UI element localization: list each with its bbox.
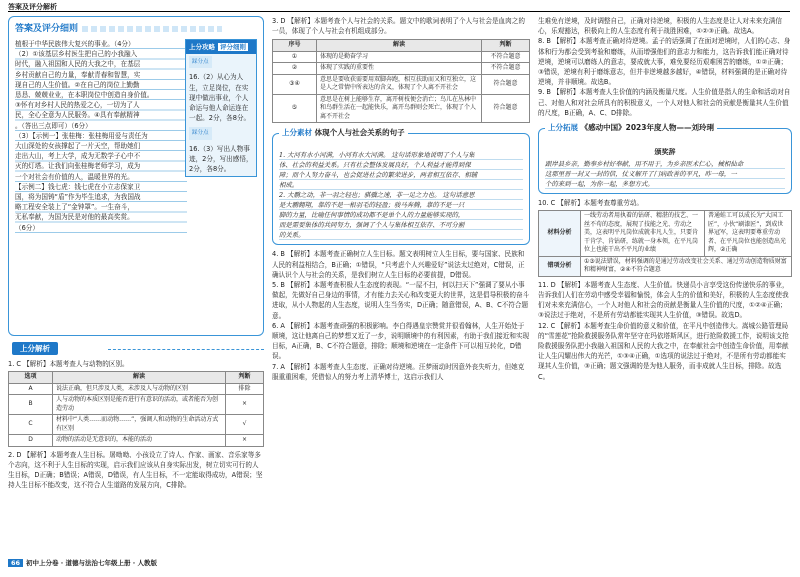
answer-line: 植根于中华民族伟大复兴的事业。（4分） [15, 40, 135, 48]
cell: 不符合题意 [482, 63, 530, 75]
cell: × [226, 435, 264, 447]
answer-line: 一个对社会有价值的人，温暖世界的光。 [15, 172, 134, 181]
table-row [9, 435, 264, 447]
table-row [273, 94, 530, 123]
extension-subtitle: 《感动中国》2023年度人物——刘玲琍 [580, 123, 714, 133]
answer-line: 国，将为国铸“盾”作为毕生追求，为我国战 [15, 193, 141, 202]
side-tag: 评分细则 [220, 43, 246, 51]
side-strategy-header [186, 40, 256, 54]
q10-table [538, 210, 792, 277]
answer-box-title-text: 答案及评分细则 [15, 24, 79, 34]
cell: D [9, 435, 53, 447]
extension-text [545, 159, 785, 189]
material-line: 体、社会的利益关系。只有社会整体发展良好，个人利益才能得到保 [279, 161, 471, 170]
answer-line: （3）【示例一】张桂梅：张桂梅用爱与责任为 [15, 131, 148, 140]
q7-continued: 生难免有逆境，及时调整自己，正确对待逆境，积极的人生态度是让人对未来充满信心，乐观豁达，积极向上的人生态度有利于战胜困难，①②③正确。故选A。 [538, 17, 782, 36]
cell: √ [226, 415, 264, 435]
material-title-tag: 上分素材 [282, 128, 312, 138]
cell: 错项分析 [539, 256, 581, 276]
answer-line: 无私奉献，为国为民是对他的最高奖赏。 [15, 213, 134, 222]
q3-th-reading: 解读 [317, 40, 482, 52]
q12-text: 12. C 【解析】本题考查生命价值的意义和价值，在平凡中创造伟大。嵩城公路管理局的“雪莲花”抢险救援服务队常年坚守在玛依塔斯风区，进行抢险救援工作，说明该支抢险救援服务队把小我融入祖国和人民的大我之中，在奉献社会中创造生命价值，用奉献让人生闪耀出伟大的光芒，①③④正确，①选项的说法过于绝对，不是所有劳动都能实现其人生价值，③正确；题文强调的是为他人服务，而非成就人生目标，排除。故选C。 [538, 321, 789, 381]
q6-text: 6. A 【解析】本题考查顽强的积极影响。李白得遇皇宗赞赏并很看翰林，人生开始处于顺境，这让他离自己的梦想又近了一步，说明顺境中的有利因素，有助于我们接近和实现目标，A正确，B、C不符合题意，排除；顺境和逆境在一定条件下可以相互转化，D错误。 [272, 321, 530, 361]
answer-text [15, 39, 187, 233]
answer-box [8, 16, 264, 336]
left-column [8, 16, 264, 491]
cell: 人与动物的本质区别是能否进行有意识的活动，或者能否为创造劳动 [53, 395, 226, 415]
cell: 普通蛙工可以成长为“大国工匠”，小伙“刷漆匠”，到成世界冠军，这表明要尊重劳动者、在平凡岗位也能创造出光辉，②正确 [705, 211, 792, 257]
material-line: 而是需要集体的共同努力，强调了个人与集体相互依存、不可分割 [279, 221, 465, 230]
extension-box [538, 123, 792, 194]
award-speech-title: 颁奖辞 [654, 148, 676, 157]
cell: 意思是要收获需要用双脚奔跑，相互扶助而又和互独立，这是人之常情中所表达的含义，体现了个人离不开社会 [317, 74, 482, 94]
q11-text: 11. D 【解析】本题考查人生态度、人生价值。快递员小言享受这份传递快乐的事业，告诉我们人们在劳动中感受幸福和愉悦，体会人生的价值和美好，积极的人生态度使我们对未来充满信心，一个人对他人和社会的贡献是衡量人生价值的尺度，①②④正确；③说法过于绝对，不是所有劳动都能实现其人生价值，③错误。故选D。 [538, 280, 789, 320]
right-column [538, 16, 792, 382]
cell: ③④ [273, 74, 317, 94]
cell: B [9, 395, 53, 415]
cell: 不符合题意 [482, 51, 530, 63]
q8-text: 8. B 【解析】本题考查正确对待逆境。孟子的话强调了在面对逆境时，人们的心志、身体和行为都会受到考验和磨练，从而增强他们的意志力和能力，这告诉我们能正确对待逆境，逆境可以磨练人的意志，要成就大事，难免要经历艰难困苦的磨练，①②正确；③错误，逆境有利于磨练意志，但并非逆境越多越好，④错误，材料强调的是正确对待逆境，并非顺境。故选B。 [538, 37, 791, 87]
cell: ② [273, 63, 317, 75]
q3-table [272, 39, 530, 123]
material-line: 的关系。 [279, 231, 305, 240]
table-row [273, 63, 530, 75]
cell: 材料分析 [539, 211, 581, 257]
q10-heading: 10. C 【解析】本题考查尊重劳动。 [538, 199, 644, 208]
page-footer [8, 558, 157, 567]
header-title: 答案及评分解析 [8, 3, 57, 11]
cell: 一线劳动者用执着的钻研、精湛的技艺、一丝不苟的态度，展现了技能之光、劳动之美，这表明平凡岗位成就非凡人生，只要肯干肯学、肯钻研，练就一身本领，在平凡岗位上也能干出不平凡的业绩 [581, 211, 705, 257]
cell: ①③说法错误，材料强调的是通过劳动改变社会关系、通过劳动创造物质财富和精神财富，②④不符合题意 [581, 256, 792, 276]
table-row [539, 256, 792, 276]
material-title [279, 127, 408, 138]
material-line: 障；而个人努力奋斗，也会促进社会的繁荣进步，两者相互依存、相辅 [279, 171, 478, 180]
cell: ① [273, 51, 317, 63]
extension-line: 个的来到一起，为你一起，多想方式。 [545, 180, 654, 189]
side-title: 上分攻略 [189, 43, 215, 51]
material-line: 相成。 [279, 181, 299, 190]
table-row [273, 74, 530, 94]
title-decoration [82, 26, 222, 32]
q1-table [8, 371, 264, 447]
page-number: 66 [8, 559, 23, 567]
answer-line: 大山深处的女孩撑起了一片天空，帮助她们 [15, 142, 141, 151]
answer-line: 现自己的人生价值。②在自己的岗位上勤勤 [15, 80, 140, 89]
table-row [9, 395, 264, 415]
cell: × [226, 395, 264, 415]
cell: 体现的是勤奋学习 [317, 51, 482, 63]
side-sub-label-1: 踩分点 [189, 56, 212, 68]
extension-title [545, 122, 717, 133]
answer-line: ③怀有对乡村人民的热爱之心，一切为了人 [15, 101, 140, 110]
table-row [539, 211, 792, 257]
side-sub-label-2: 踩分点 [189, 127, 212, 139]
header-rule [8, 11, 790, 12]
answer-line: 乡村贡献自己的力量，奉献青春和智慧，实 [15, 70, 141, 79]
cell: 排除 [226, 383, 264, 395]
q1-th-option: 选项 [9, 372, 53, 384]
cell: 动物的活动是无意识的，本能的活动 [53, 435, 226, 447]
cell: 符合题意 [482, 94, 530, 123]
q1-th-reading: 解读 [53, 372, 226, 384]
side-body-1: 16.（2）从心为人生，立足岗位，在实现中做出事业，个人命运与他人命运连在一起。2分，各8分。 [189, 73, 251, 123]
answer-line: 恳恳、兢兢业业，在本职岗位中创造自身价值。 [15, 91, 154, 100]
q9-text: 9. B 【解析】本题考查人生价值的内涵及衡量尺度。人生价值是指人的生命和活动对自己、对他人和对社会所具有的积极意义，一个人对他人和社会的贡献是衡量其人生价值的尺度，B正确，A、C、D排除。 [538, 88, 791, 117]
table-row [273, 51, 530, 63]
q1-heading: 1. C 【解析】本题考查人与动物的区别。 [8, 360, 129, 368]
material-text [279, 150, 523, 240]
material-box [272, 128, 530, 245]
middle-column [272, 16, 530, 382]
cell: C [9, 415, 53, 435]
side-strategy-box [185, 39, 257, 177]
q3-th-judge: 判断 [482, 40, 530, 52]
answer-line: 【示例二】钱七虎：钱七虎在小立志保家卫 [15, 182, 141, 191]
q3-heading: 3. D 【解析】本题考查个人与社会的关系。题文中的歌词表明了个人与社会是血肉之的一员，体现了个人与社会有机组成部分。 [272, 17, 525, 36]
q4-text: 4. B 【解析】本题考查正确树立人生目标。题文表明树立人生目标，要与国家、民族和人民的利益相结合，B正确；①错误，“只考虑个人兴趣爱好”说法太过绝对，C错误，正确认识个人与社会的关系，是我们树立人生目标的必要前提，D错误。 [272, 250, 525, 279]
q3-th-index: 序号 [273, 40, 317, 52]
answer-line: 时代，融入祖国和人民的大我之中，在基层 [15, 60, 141, 69]
q1-th-judge: 判断 [226, 372, 264, 384]
footer-text: 初中上分卷 · 道德与法治七年级上册 · 人教版 [26, 559, 158, 567]
section-bar [8, 342, 264, 356]
q5-text: 5. B 【解析】本题考查积极人生态度的表现。“一屋不扫，何以扫天下”强调了要从小事做起，先做好自己身边的事情，才有能力去关心和改变更大的世界，这是倡导积极的奋斗进取，从小人物起的人生态度，说明人生当务实，D正确；随意错误，A、B、C不符合题意。 [272, 281, 530, 320]
q7-text: 7. A 【解析】本题考查人生态度、正确对待逆境。汪梦雨动时因意外丧失听力，但她克服重重困难，凭借惊人的努力考上清华博士，这启示我们人 [272, 362, 525, 381]
answer-line: （6分） [15, 223, 39, 232]
answer-box-title [15, 21, 222, 34]
cell: 体现了实践的重要性 [317, 63, 482, 75]
cell: A [9, 383, 53, 395]
answer-line: 。（答出三点即可）（6分） [15, 121, 92, 130]
extension-title-tag: 上分拓展 [548, 123, 578, 133]
table-row [9, 383, 264, 395]
material-line: 是大鹏翱翔，靠的不是一根羽毛的轻盈；骏马奔腾，靠的不是一只 [279, 201, 465, 210]
cell: 说法正确，但只涉及人类，未涉及人与动物的区别 [53, 383, 226, 395]
material-line: 2. 大鹏之动，非一羽之轻也；骐骥之速，非一足之力也。 这句话意思 [279, 191, 475, 200]
cell: 材料中“人类……而动物……”，强调人和动物的生命活动方式有区别 [53, 415, 226, 435]
table-row [9, 415, 264, 435]
answer-line: 灭的灯塔。让我们向张桂梅老师学习，成为 [15, 162, 141, 171]
cell: 符合题意 [482, 74, 530, 94]
material-line: 脚的力量，比喻任何事情的成功都不是单个人的力量能够实现的， [279, 211, 465, 220]
cell: ⑤ [273, 94, 317, 123]
answer-line: （2）①该基层乡村医生把自己的小我融入 [15, 50, 138, 59]
answer-line: 民，全心全意为人民服务。④具有奉献精神 [15, 111, 140, 120]
material-subtitle: 体现个人与社会关系的句子 [314, 128, 405, 138]
extension-line: 跟岸县乡亲，勤奉乡村好奉献，用不用于，为乡亲医术仁心，械相仙命 [545, 160, 744, 169]
side-body-2: 16.（3）写出人物事迹，2分，写出感悟，2分，各8分。 [189, 144, 253, 174]
section-rule [108, 349, 264, 350]
answer-line: 走出大山，考上大学，成为无数学子心中不 [15, 152, 141, 161]
extension-line: 这那里晋一封又一封的信，仗义解开了门病政善的平凡，昨一母，一 [545, 170, 737, 179]
q2-text: 2. D 【解析】本题考查人生目标。屠呦呦、小孩设立了诗人、作家、画家、音乐家等多个志向，这不利于人生目标的实现，启示我们应该从自身实际出发，树立切实可行的人生目标，D正确；B错误；A错误，D错误，有人生目标，不一定能取得成功，A错误；坚持人生目标不能改变，这不符合人生道路的发展方向，C排除。 [8, 450, 263, 490]
answer-line: 略工程安全装上了“金钟罩”。一生奋斗， [15, 203, 134, 212]
material-line: 1. 大河有水小河满，小河有水大河满。 这句话形象地说明了个人与集 [279, 151, 475, 160]
cell: 意思是在树上能够生存，离开树枝便会消亡；鸟儿在丛林中和鸟群生活在一起能快乐，离开鸟群则会死亡，体现了个人离不开社会 [317, 94, 482, 123]
section-title: 上分解析 [12, 342, 58, 355]
